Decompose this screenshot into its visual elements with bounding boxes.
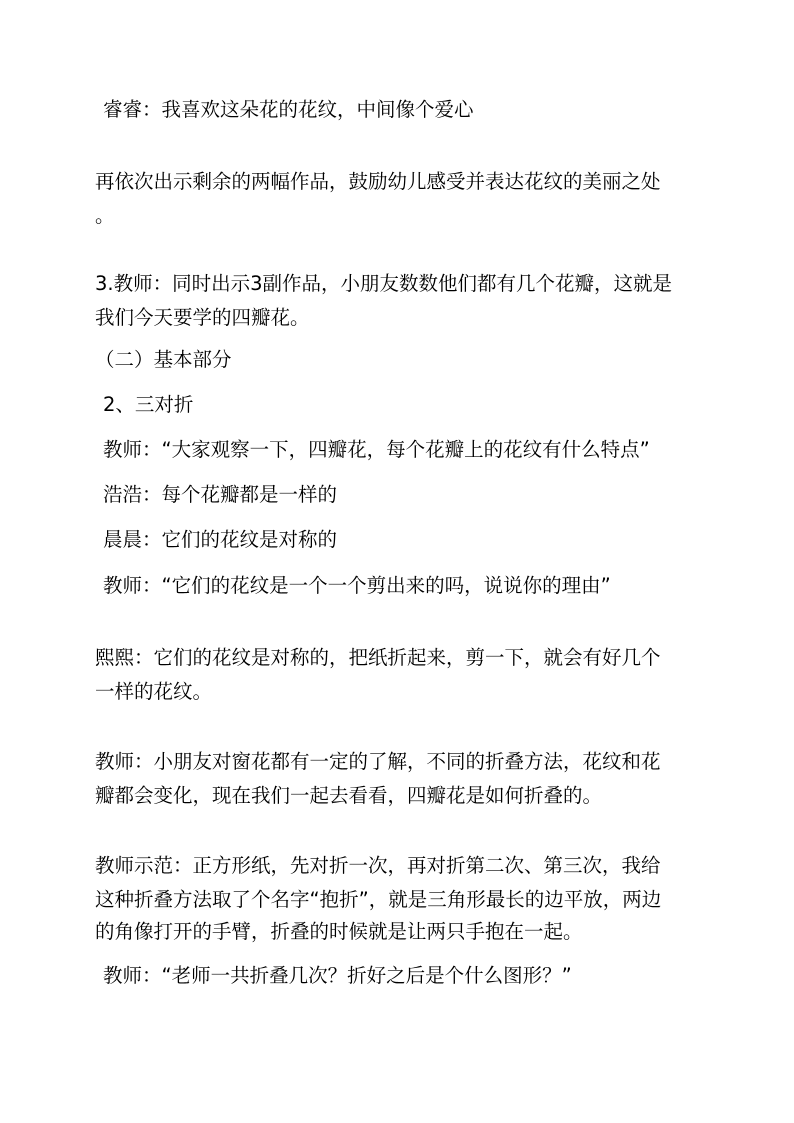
- text-line: 教师：“大家观察一下，四瓣花，每个花瓣上的花纹有什么特点”: [103, 438, 650, 461]
- text-line: 睿睿：我喜欢这朵花的花纹，中间像个爱心: [103, 98, 474, 121]
- text-line: 教师：“老师一共折叠几次？折好之后是个什么图形？”: [103, 964, 572, 987]
- text-line: 。: [95, 204, 115, 227]
- text-line: 浩浩：每个花瓣都是一样的: [103, 483, 338, 506]
- section-heading: （二）基本部分: [95, 348, 232, 371]
- text-line: 教师：小朋友对窗花都有一定的了解，不同的折叠方法，花纹和花: [95, 750, 661, 773]
- text-line: 晨晨：它们的花纹是对称的: [103, 528, 338, 551]
- text-line: 3.教师：同时出示3副作品，小朋友数数他们都有几个花瓣，这就是: [95, 272, 673, 295]
- text-line: 一样的花纹。: [95, 680, 213, 703]
- text-line: 的角像打开的手臂，折叠的时候就是让两只手抱在一起。: [95, 920, 583, 943]
- text-line: 这种折叠方法取了个名字“抱折”，就是三角形最长的边平放，两边: [95, 888, 662, 911]
- section-subheading: 2、三对折: [103, 393, 194, 416]
- text-line: 我们今天要学的四瓣花。: [95, 306, 310, 329]
- text-line: 瓣都会变化，现在我们一起去看看，四瓣花是如何折叠的。: [95, 784, 603, 807]
- text-line: 教师示范：正方形纸，先对折一次，再对折第二次、第三次，我给: [95, 854, 661, 877]
- text-line: 熙熙：它们的花纹是对称的，把纸折起来，剪一下，就会有好几个: [95, 646, 661, 669]
- text-line: 教师：“它们的花纹是一个一个剪出来的吗，说说你的理由”: [103, 574, 611, 597]
- text-line: 再依次出示剩余的两幅作品，鼓励幼儿感受并表达花纹的美丽之处: [95, 170, 661, 193]
